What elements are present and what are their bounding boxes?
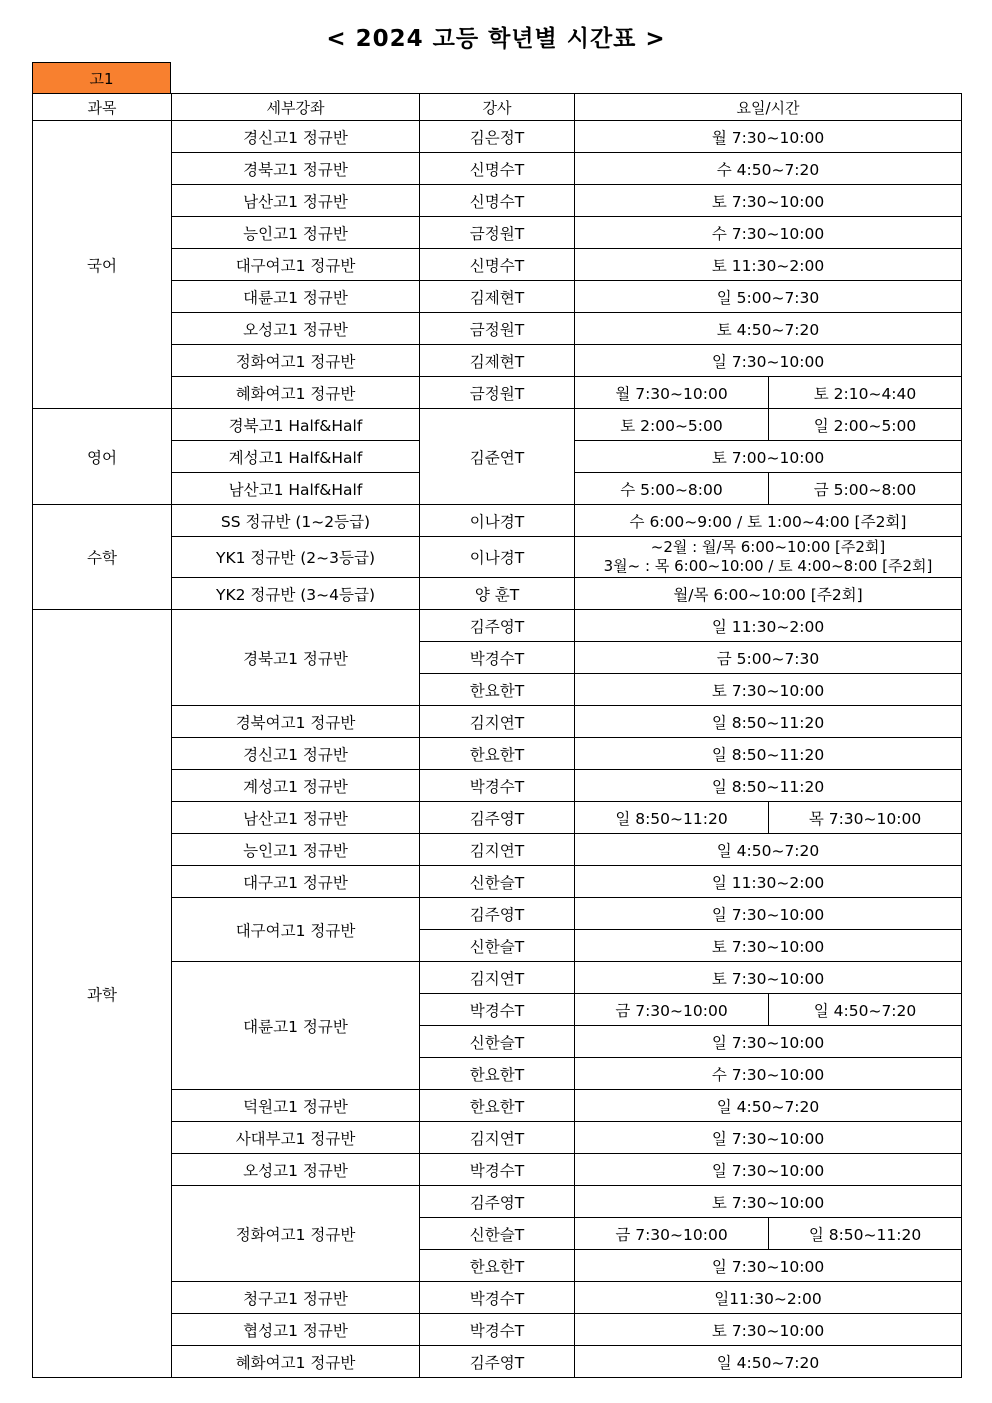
schedule-cell: 수 4:50~7:20 (575, 153, 962, 185)
teacher-cell: 김주영T (420, 802, 575, 834)
schedule-cell: 금 5:00~7:30 (575, 642, 962, 674)
schedule-cell (575, 537, 962, 578)
timetable (32, 93, 962, 1378)
teacher-cell: 박경수T (420, 994, 575, 1026)
table-row (33, 185, 962, 217)
teacher-cell: 금정원T (420, 377, 575, 409)
course-cell: YK1 정규반 (2~3등급) (172, 537, 420, 578)
table-row (33, 898, 962, 930)
course-cell: 경북고1 정규반 (172, 610, 420, 706)
course-cell: 혜화여고1 정규반 (172, 1346, 420, 1378)
teacher-cell: 양 훈T (420, 578, 575, 610)
schedule-cell: 월 7:30~10:00 (575, 121, 962, 153)
table-row (33, 1346, 962, 1378)
schedule-cell: 일 8:50~11:20 (575, 738, 962, 770)
schedule-cell: 일 8:50~11:20 (575, 706, 962, 738)
table-row (33, 505, 962, 537)
course-cell: 능인고1 정규반 (172, 834, 420, 866)
table-row (33, 578, 962, 610)
teacher-cell: 금정원T (420, 217, 575, 249)
course-cell: 대륜고1 정규반 (172, 281, 420, 313)
schedule-cell: 일 2:00~5:00 (769, 409, 962, 441)
teacher-cell: 한요한T (420, 738, 575, 770)
teacher-cell: 김지연T (420, 834, 575, 866)
course-cell: 오성고1 정규반 (172, 313, 420, 345)
teacher-cell: 한요한T (420, 1250, 575, 1282)
teacher-cell: 김지연T (420, 1122, 575, 1154)
schedule-cell: 일 7:30~10:00 (575, 1154, 962, 1186)
schedule-cell: 일 7:30~10:00 (575, 1026, 962, 1058)
table-row (33, 313, 962, 345)
schedule-cell: 일 5:00~7:30 (575, 281, 962, 313)
table-row (33, 834, 962, 866)
table-row (33, 377, 962, 409)
schedule-cell: 일 8:50~11:20 (575, 770, 962, 802)
schedule-cell: 토 11:30~2:00 (575, 249, 962, 281)
schedule-cell: 일 11:30~2:00 (575, 610, 962, 642)
course-cell: 경북여고1 정규반 (172, 706, 420, 738)
schedule-line: 3월~ : 목 6:00~10:00 / 토 4:00~8:00 [주2회] (603, 557, 933, 575)
page-title: < 2024 고등 학년별 시간표 > (326, 26, 666, 52)
table-row (33, 153, 962, 185)
course-cell: 경신고1 정규반 (172, 738, 420, 770)
schedule-cell: 토 2:10~4:40 (769, 377, 962, 409)
header-subject: 과목 (33, 94, 172, 121)
table-row (33, 345, 962, 377)
course-cell: 청구고1 정규반 (172, 1282, 420, 1314)
header-row (33, 94, 962, 121)
course-cell: 계성고1 정규반 (172, 770, 420, 802)
course-cell: 남산고1 정규반 (172, 802, 420, 834)
teacher-cell: 김주영T (420, 610, 575, 642)
course-cell: 혜화여고1 정규반 (172, 377, 420, 409)
teacher-cell: 김주영T (420, 1346, 575, 1378)
table-row (33, 738, 962, 770)
teacher-cell: 한요한T (420, 1090, 575, 1122)
schedule-line: ~2월 : 월/목 6:00~10:00 [주2회] (650, 538, 886, 556)
course-cell: 남산고1 Half&Half (172, 473, 420, 505)
schedule-cell: 일 8:50~11:20 (769, 1218, 962, 1250)
table-row (33, 610, 962, 642)
teacher-cell: 신한슬T (420, 1218, 575, 1250)
table-row (33, 1122, 962, 1154)
schedule-cell: 금 7:30~10:00 (575, 1218, 769, 1250)
course-cell: 대구여고1 정규반 (172, 898, 420, 962)
table-row (33, 249, 962, 281)
table-row (33, 121, 962, 153)
teacher-cell: 김주영T (420, 898, 575, 930)
schedule-cell: 월 7:30~10:00 (575, 377, 769, 409)
course-cell: SS 정규반 (1~2등급) (172, 505, 420, 537)
subject-cell: 영어 (33, 409, 172, 505)
schedule-cell: 수 7:30~10:00 (575, 217, 962, 249)
table-row (33, 866, 962, 898)
subject-cell: 수학 (33, 505, 172, 610)
schedule-cell: 토 7:30~10:00 (575, 1314, 962, 1346)
course-cell: 경북고1 Half&Half (172, 409, 420, 441)
teacher-cell: 이나경T (420, 505, 575, 537)
table-row (33, 1186, 962, 1218)
table-row (33, 1314, 962, 1346)
teacher-cell: 박경수T (420, 1154, 575, 1186)
course-cell: 덕원고1 정규반 (172, 1090, 420, 1122)
course-cell: 대륜고1 정규반 (172, 962, 420, 1090)
course-cell: YK2 정규반 (3~4등급) (172, 578, 420, 610)
teacher-cell: 신명수T (420, 153, 575, 185)
teacher-cell: 김지연T (420, 962, 575, 994)
teacher-cell: 신한슬T (420, 866, 575, 898)
schedule-cell: 토 7:30~10:00 (575, 674, 962, 706)
course-cell: 정화여고1 정규반 (172, 1186, 420, 1282)
table-row (33, 217, 962, 249)
schedule-cell: 일 4:50~7:20 (575, 1090, 962, 1122)
schedule-cell: 토 7:00~10:00 (575, 441, 962, 473)
schedule-cell: 일 7:30~10:00 (575, 898, 962, 930)
teacher-cell: 신한슬T (420, 1026, 575, 1058)
teacher-cell: 김은정T (420, 121, 575, 153)
schedule-cell: 일 7:30~10:00 (575, 1250, 962, 1282)
schedule-cell: 토 7:30~10:00 (575, 962, 962, 994)
table-row (33, 409, 962, 441)
schedule-cell: 일 4:50~7:20 (769, 994, 962, 1026)
teacher-cell: 김지연T (420, 706, 575, 738)
course-cell: 경신고1 정규반 (172, 121, 420, 153)
table-row (33, 706, 962, 738)
course-cell: 협성고1 정규반 (172, 1314, 420, 1346)
table-row (33, 770, 962, 802)
teacher-cell: 이나경T (420, 537, 575, 578)
course-cell: 경북고1 정규반 (172, 153, 420, 185)
teacher-cell: 박경수T (420, 1314, 575, 1346)
teacher-cell: 박경수T (420, 770, 575, 802)
table-row (33, 962, 962, 994)
course-cell: 남산고1 정규반 (172, 185, 420, 217)
course-cell: 대구여고1 정규반 (172, 249, 420, 281)
schedule-cell: 일 8:50~11:20 (575, 802, 769, 834)
schedule-cell: 일 11:30~2:00 (575, 866, 962, 898)
table-row (33, 802, 962, 834)
teacher-cell: 한요한T (420, 674, 575, 706)
schedule-cell: 토 4:50~7:20 (575, 313, 962, 345)
header-schedule: 요일/시간 (575, 94, 962, 121)
schedule-cell: 일 4:50~7:20 (575, 1346, 962, 1378)
header-course: 세부강좌 (172, 94, 420, 121)
grade-badge-table (32, 62, 171, 94)
teacher-cell: 신명수T (420, 185, 575, 217)
schedule-cell: 수 7:30~10:00 (575, 1058, 962, 1090)
table-row (33, 1090, 962, 1122)
teacher-cell: 김준연T (420, 409, 575, 505)
schedule-cell: 일 7:30~10:00 (575, 345, 962, 377)
table-row (33, 281, 962, 313)
course-cell: 사대부고1 정규반 (172, 1122, 420, 1154)
schedule-cell: 일 7:30~10:00 (575, 1122, 962, 1154)
teacher-cell: 신한슬T (420, 930, 575, 962)
course-cell: 오성고1 정규반 (172, 1154, 420, 1186)
schedule-cell: 수 5:00~8:00 (575, 473, 769, 505)
teacher-cell: 박경수T (420, 1282, 575, 1314)
teacher-cell: 김제현T (420, 345, 575, 377)
schedule-cell: 금 5:00~8:00 (769, 473, 962, 505)
teacher-cell: 신명수T (420, 249, 575, 281)
teacher-cell: 김제현T (420, 281, 575, 313)
teacher-cell: 박경수T (420, 642, 575, 674)
table-row (33, 1282, 962, 1314)
schedule-cell: 일 4:50~7:20 (575, 834, 962, 866)
schedule-cell: 월/목 6:00~10:00 [주2회] (575, 578, 962, 610)
course-cell: 대구고1 정규반 (172, 866, 420, 898)
schedule-cell: 토 7:30~10:00 (575, 185, 962, 217)
course-cell: 정화여고1 정규반 (172, 345, 420, 377)
teacher-cell: 금정원T (420, 313, 575, 345)
course-cell: 계성고1 Half&Half (172, 441, 420, 473)
teacher-cell: 한요한T (420, 1058, 575, 1090)
schedule-cell: 금 7:30~10:00 (575, 994, 769, 1026)
schedule-cell: 일11:30~2:00 (575, 1282, 962, 1314)
schedule-cell: 토 7:30~10:00 (575, 1186, 962, 1218)
table-row (33, 537, 962, 578)
course-cell: 능인고1 정규반 (172, 217, 420, 249)
schedule-cell: 토 7:30~10:00 (575, 930, 962, 962)
schedule-cell: 목 7:30~10:00 (769, 802, 962, 834)
schedule-cell: 수 6:00~9:00 / 토 1:00~4:00 [주2회] (575, 505, 962, 537)
header-teacher: 강사 (420, 94, 575, 121)
table-row (33, 1154, 962, 1186)
schedule-cell: 토 2:00~5:00 (575, 409, 769, 441)
subject-cell: 국어 (33, 121, 172, 409)
grade-badge: 고1 (33, 63, 171, 94)
subject-cell: 과학 (33, 610, 172, 1378)
teacher-cell: 김주영T (420, 1186, 575, 1218)
